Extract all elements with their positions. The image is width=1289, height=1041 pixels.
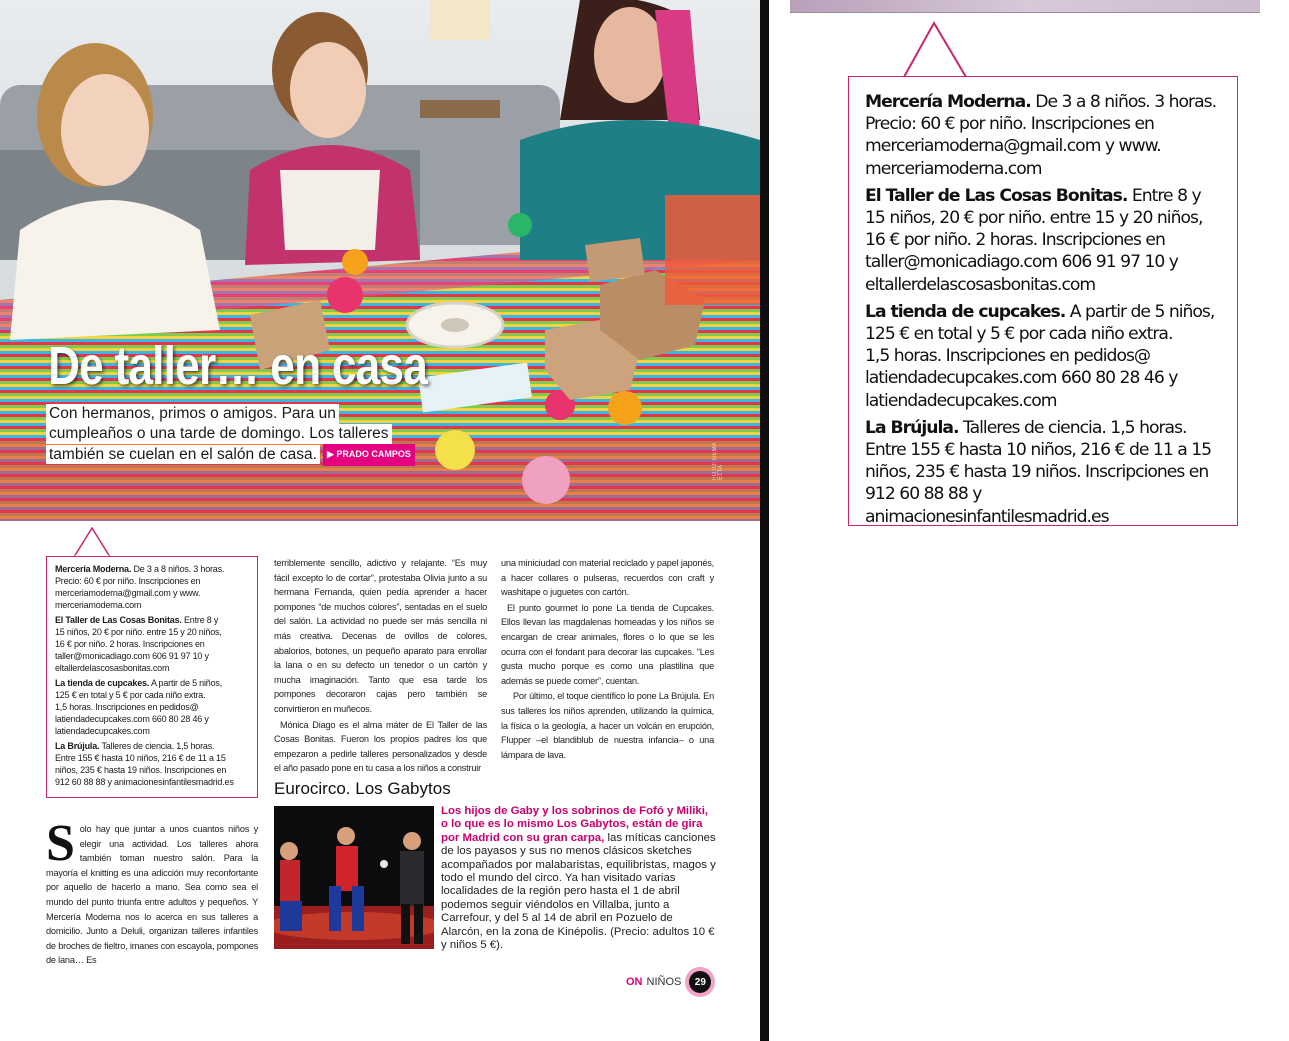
info-entry-text: Entre 8 y 15 niños, 20 € por niño. entre 15 y 20 niños, 16 € por niño. 2 horas. Inscripciones en taller@monicadiago.com 606 91 97 10 y eltallerdelascosasbonitas.com — [865, 185, 1203, 295]
info-entry — [865, 301, 1221, 412]
eurocirco-title: Eurocirco. Los Gabytos — [274, 779, 451, 798]
info-entry-text: De 3 a 8 niños. 3 horas. Precio: 60 € por niño. Inscripciones en merceriamoderna@gmail.com y www. merceriamoderna.com — [865, 92, 1217, 179]
drop-cap: S — [46, 815, 75, 872]
eurocirco-highlight: Los hijos de Gaby y los sobrinos de Fofó y Miliki, o lo que es lo mismo Los Gabytos, están de gira por Madrid con su gran carpa, — [441, 805, 709, 844]
body-column-1 — [46, 815, 258, 968]
info-entry-name: La Brújula. — [55, 741, 100, 751]
info-entry — [55, 677, 249, 737]
info-box — [46, 556, 258, 798]
info-entry-text: Talleres de ciencia. 1,5 horas. Entre 155 € hasta 10 niños, 216 € de 11 a 15 niños, 235 € hasta 19 niños. Inscripciones en 912 60 88 88 y animacionesinfantilesmadrid.es — [865, 417, 1212, 527]
body-paragraph: terriblemente sencillo, adictivo y relajante. “Es muy fácil excepto lo de cortar”, protestaba Olivia junto a su hermana Fernanda, quien pedía aprender a hacer pompones “de muchos colores”, sentadas en el suelo del salón. La actividad no puede ser más sencilla ni más creativa. Decenas de ovillos de colores, abalorios, botones, un pequeño aparato para enrollar la lana o en su defecto un tenedor o un cartón y mucha imaginación. Tanto que esa tarde los pompones decoraron cajas pero también se convirtieron en muñecos. — [274, 558, 487, 714]
lead-line: Con hermanos, primos o amigos. Para un — [46, 404, 339, 424]
page-footer — [626, 971, 711, 993]
info-entry-name: El Taller de Las Cosas Bonitas. — [55, 615, 182, 625]
body-paragraph: El punto gourmet lo pone La tienda de Cupcakes. Ellos llevan las magdalenas horneadas y los niños se encargan de crear animales, flores o lo que se les ocurra con el fondant para decorar las cupcakes. “Les gusta mucho porque es como una plastilina que además se puede comer”, cuentan. — [501, 602, 714, 686]
byline-badge: ▶ PRADO CAMPOS — [323, 444, 415, 466]
info-entry — [55, 740, 249, 788]
zoom-photo-strip — [790, 0, 1260, 13]
footer-brand: ON — [626, 976, 643, 988]
info-entry — [55, 614, 249, 674]
info-entry-name: El Taller de Las Cosas Bonitas. — [865, 185, 1128, 206]
info-entry-name: La Brújula. — [865, 417, 959, 438]
photo-credit: FOTO: GEMA ETTA — [712, 442, 724, 480]
info-entry-name: La tienda de cupcakes. — [55, 678, 150, 688]
page-number: 29 — [689, 971, 711, 993]
body-paragraph: Por último, el toque científico lo pone La Brújula. En sus talleres los niños aprenden, utilizando la química, la física o la geología, a hacer un volcán en erupción, Flupper –el blandiblub de nuestra infancia– o una lámpara de lava. — [501, 691, 714, 760]
info-entry-name: La tienda de cupcakes. — [865, 301, 1066, 322]
info-entry — [55, 563, 249, 611]
article-lead — [46, 404, 426, 466]
byline-name: PRADO CAMPOS — [336, 449, 411, 459]
info-entry — [865, 91, 1221, 180]
info-entry — [865, 185, 1221, 296]
eurocirco-text — [441, 805, 716, 952]
footer-section: NIÑOS — [646, 976, 682, 988]
info-entry — [865, 417, 1221, 528]
info-entry-text: A partir de 5 niños, 125 € en total y 5 € por cada niño extra. 1,5 horas. Inscripciones en pedidos@ latiendadecupcakes.com 660 80 28 46 y latiendadecupcakes.com — [55, 678, 222, 736]
callout-pointer — [72, 527, 112, 558]
page-divider — [760, 0, 769, 1041]
info-entry-text: Talleres de ciencia. 1,5 horas. Entre 155 € hasta 10 niños, 216 € de 11 a 15 niños, 235 € hasta 19 niños. Inscripciones en 912 60 88 88 y animacionesinfantilesmadrid.es — [55, 741, 234, 787]
lead-line: también se cuelan en el salón de casa. — [46, 445, 320, 465]
body-text: olo hay que juntar a unos cuantos niños y elegir una actividad. Los talleres ahora también toman nuestro salón. Para la mayoría el knitting es una adicción muy reconfortante por aquello de hacerlo a mano. Sea como sea el mundo del punto triunfa entre adultos y pequeños. Y Mercería Moderna nos lo acerca en sus talleres a domicilio. Junto a Deluli, organizan talleres infantiles de broches de fieltro, imanes con escayola, pompones de lana… Es — [46, 824, 258, 966]
eurocirco-photo — [274, 806, 434, 949]
info-box-zoomed — [848, 76, 1238, 526]
info-entry-text: A partir de 5 niños, 125 € en total y 5 € por cada niño extra. 1,5 horas. Inscripciones en pedidos@ latiendadecupcakes.com 660 80 28 46 y latiendadecupcakes.com — [865, 301, 1215, 411]
info-entry-text: De 3 a 8 niños. 3 horas. Precio: 60 € por niño. Inscripciones en merceriamoderna@gmail.com y www. merceriamoderna.com — [55, 564, 225, 610]
callout-pointer-large — [900, 20, 970, 78]
body-column-2 — [274, 556, 487, 777]
info-entry-text: Entre 8 y 15 niños, 20 € por niño. entre 15 y 20 niños, 16 € por niño. 2 horas. Inscripciones en taller@monicadiago.com 606 91 97 10 y eltallerdelascosasbonitas.com — [55, 615, 222, 673]
info-entry-name: Mercería Moderna. — [865, 92, 1031, 112]
body-column-3 — [501, 556, 714, 763]
info-entry-name: Mercería Moderna. — [55, 564, 132, 574]
lead-line: cumpleaños o una tarde de domingo. Los talleres — [46, 424, 392, 444]
article-headline: De taller… en casa — [48, 336, 428, 396]
body-paragraph: Mónica Diago es el alma máter de El Taller de las Cosas Bonitas. Fueron los propios padres los que empezaron a pedirle talleres personalizados y desde el año pasado pone en tu casa a los niños a construir — [274, 719, 487, 774]
eurocirco-body: las míticas canciones de los payasos y sus no menos clásicos sketches acompañados por malabaristas, equilibristas, magos y todo el mundo del circo. Ya han visitado varias localidades de la región pero hasta el 1 de abril podemos seguir viéndolos en Villalba, junto a Carrefour, y del 5 al 14 de abril en Pozuelo de Alarcón, en la zona de Kinépolis. (Precio: adultos 10 € y niños 5 €). — [441, 831, 716, 952]
body-paragraph: una miniciudad con material reciclado y papel japonés, a hacer collares o pulseras, recuerdos con craft y washitape o juguetes con cartón. — [501, 558, 714, 598]
